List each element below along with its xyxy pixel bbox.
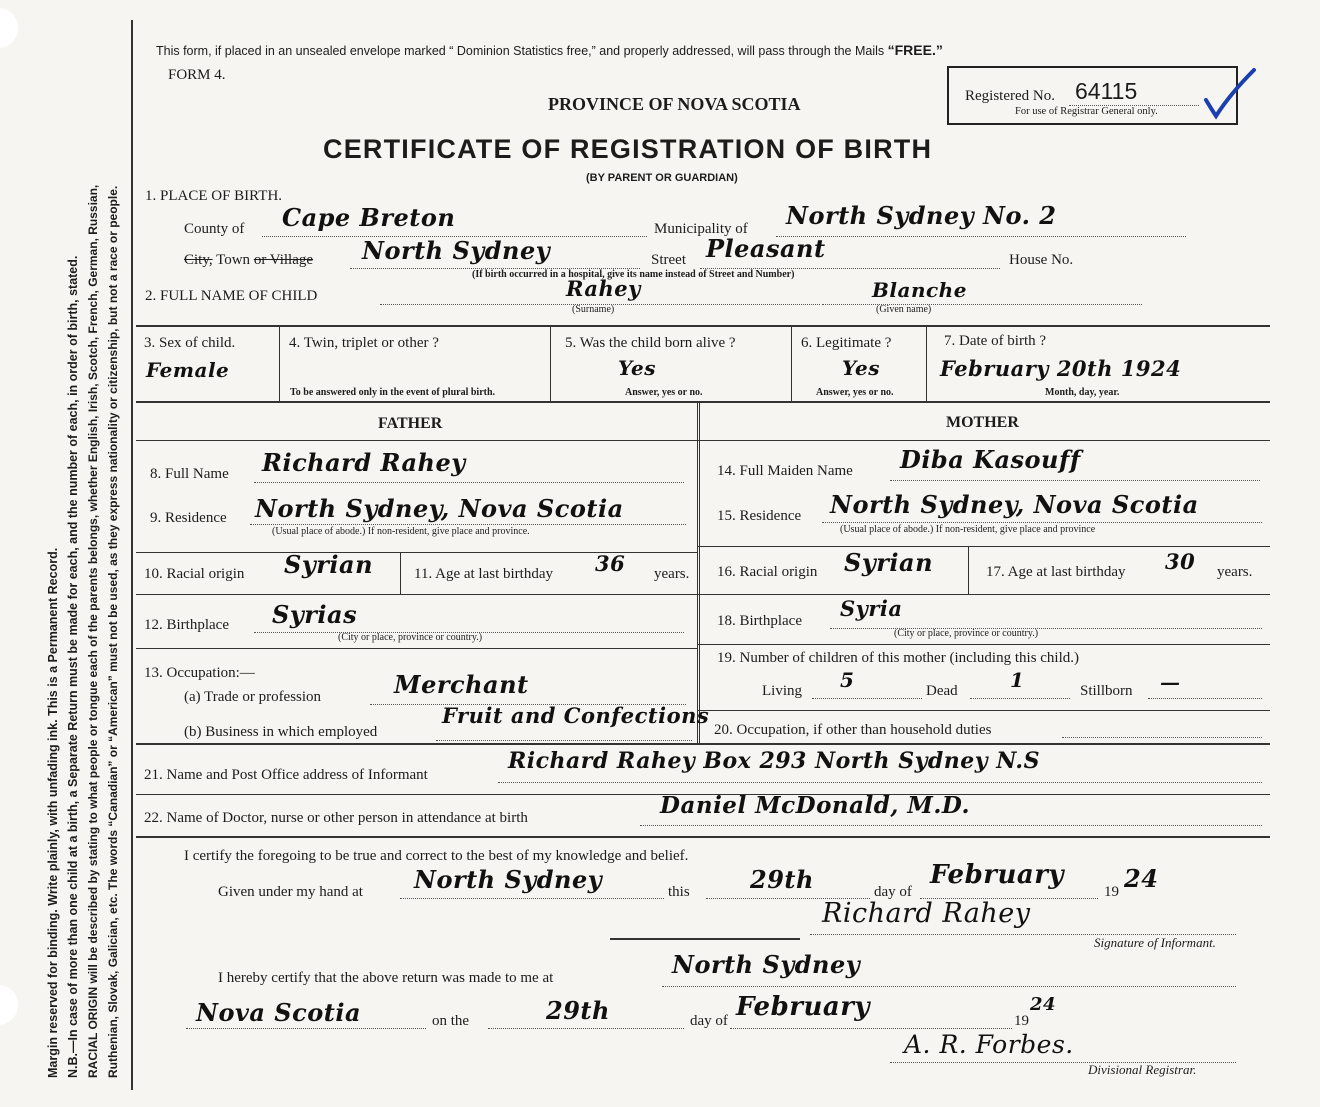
dead-label: Dead (926, 683, 958, 699)
registrar-month: February (736, 992, 871, 1022)
certify-statement: I certify the foregoing to be true and correct to the best of my knowledge and belief. (184, 848, 689, 864)
father-heading: FATHER (378, 415, 443, 432)
given-note: (Given name) (876, 304, 932, 315)
alive-label: 5. Was the child born alive ? (565, 335, 736, 351)
county-value: Cape Breton (282, 203, 456, 232)
mother-heading: MOTHER (946, 414, 1019, 431)
checkmark-icon (1202, 66, 1258, 124)
registrar-place2-line (186, 1028, 426, 1029)
municipality-label: Municipality of (654, 221, 748, 237)
mother-birthplace: Syria (840, 596, 903, 621)
father-bp-note: (City or place, province or country.) (338, 632, 483, 643)
child-given-name: Blanche (872, 278, 967, 302)
mother-name: Diba Kasouff (900, 445, 1081, 474)
twin-label: 4. Twin, triplet or other ? (289, 335, 439, 351)
parents-heading-rule (136, 440, 1270, 441)
doctor-line (640, 825, 1262, 826)
mother-bp-note: (City or place, province or country.) (894, 628, 1039, 639)
children-label: 19. Number of children of this mother (including this child.) (717, 650, 1080, 666)
given-label: Given under my hand at (218, 884, 363, 900)
municipality-line (776, 236, 1186, 237)
dob-note: Month, day, year. (1045, 387, 1120, 398)
cert-year: 24 (1124, 864, 1159, 893)
child-surname: Rahey (566, 276, 641, 301)
mother-bp-label: 18. Birthplace (717, 613, 802, 629)
mother-race-rule-bottom (697, 594, 1270, 595)
hospital-note: (If birth occurred in a hospital, give its name instead of Street and Number) (472, 269, 795, 280)
registrar-month-line (730, 1028, 1012, 1029)
father-res-note: (Usual place of abode.) If non-resident, give place and province. (272, 526, 530, 537)
father-age: 36 (595, 551, 626, 576)
row-rule-top (136, 325, 1270, 327)
mother-occ-line (1062, 737, 1262, 738)
stillborn-line (1148, 698, 1262, 699)
occupation-label: 13. Occupation:— (144, 665, 255, 681)
mother-occ-label: 20. Occupation, if other than household duties (714, 722, 992, 738)
municipality-value: North Sydney No. 2 (786, 201, 1057, 230)
mother-res-label: 15. Residence (717, 508, 802, 524)
margin-racial-note-1: RACIAL ORIGIN will be described by stating to what people or tongue each of the parents belongs, whether English, Irish, Scotch, French, German, Russian, (86, 184, 100, 1078)
punch-hole-bottom (0, 985, 18, 1025)
father-years: years. (654, 566, 690, 582)
registrar-statement: I hereby certify that the above return was made to me at (218, 970, 554, 986)
alive-value: Yes (618, 356, 657, 380)
mail-notice (156, 42, 943, 58)
father-race: Syrian (284, 550, 374, 579)
col-rule-2 (550, 325, 551, 401)
dob-label: 7. Date of birth ? (944, 333, 1047, 349)
father-race-label: 10. Racial origin (144, 566, 245, 582)
cert-day: 29th (750, 865, 814, 894)
living-value: 5 (840, 668, 855, 692)
doctor-rule (136, 836, 1270, 838)
mother-age: 30 (1165, 549, 1196, 574)
county-label: County of (184, 221, 245, 237)
father-res-label: 9. Residence (150, 510, 227, 526)
mail-notice-text: This form, if placed in an unsealed envelope marked “ Dominion Statistics free,” and properly addressed, will pass through the Mails (156, 44, 885, 58)
twin-note: To be answered only in the event of plural birth. (290, 387, 496, 398)
this-label: this (668, 884, 690, 900)
mail-notice-free: “FREE.” (887, 42, 943, 58)
margin-binding-note: Margin reserved for binding. Write plainly, with unfading ink. This is a Permanent Record. (46, 547, 60, 1078)
father-name-line (254, 482, 684, 483)
informant-label: 21. Name and Post Office address of Informant (144, 767, 428, 783)
registrar-day-line (488, 1028, 684, 1029)
house-label: House No. (1009, 252, 1074, 268)
father-race-rule-bottom (136, 594, 697, 595)
legit-value: Yes (842, 356, 881, 380)
cert-day-of-label: day of (874, 884, 912, 900)
form-number: FORM 4. (168, 67, 226, 83)
cert-month: February (930, 860, 1065, 890)
informant-signature: Richard Rahey (822, 898, 1031, 929)
registrar-year-prefix: 19 (1014, 1013, 1029, 1029)
living-label: Living (762, 683, 802, 699)
parents-bottom-rule (136, 743, 1270, 745)
mother-years: years. (1217, 564, 1253, 580)
given-place-line (400, 898, 664, 899)
informant-line (498, 782, 1262, 783)
place-of-birth-heading: 1. PLACE OF BIRTH. (145, 188, 283, 204)
dead-line (970, 698, 1070, 699)
business-value: Fruit and Confections (442, 703, 710, 728)
doctor-label: 22. Name of Doctor, nurse or other person in attendance at birth (144, 810, 528, 826)
mother-race: Syrian (844, 548, 934, 577)
mother-name-label: 14. Full Maiden Name (717, 463, 853, 479)
margin-nb-note: N.B.—In case of more than one child at a birth, a Separate Return must be made for each, and the number of each, in order of birth, stated. (66, 255, 80, 1078)
registrar-on-label: on the (432, 1013, 470, 1029)
living-line (812, 698, 922, 699)
registrar-place2: Nova Scotia (196, 998, 362, 1027)
mother-age-label: 17. Age at last birthday (986, 564, 1126, 580)
mother-race-label: 16. Racial origin (717, 564, 818, 580)
father-res-line (250, 524, 686, 525)
mother-name-line (890, 480, 1260, 481)
province-heading: PROVINCE OF NOVA SCOTIA (548, 94, 801, 114)
informant-value: Richard Rahey Box 293 North Sydney N.S (508, 748, 1040, 774)
business-line (436, 740, 692, 741)
registrar-place-line (662, 986, 1236, 987)
father-birthplace: Syrias (272, 600, 358, 629)
trade-label: (a) Trade or profession (184, 689, 322, 705)
col-rule-3 (791, 325, 792, 401)
street-label: Street (651, 252, 686, 268)
father-age-label: 11. Age at last birthday (414, 566, 553, 582)
registered-number-box (947, 66, 1238, 125)
father-bp-label: 12. Birthplace (144, 617, 229, 633)
father-name-label: 8. Full Name (150, 466, 229, 482)
registrar-signature: A. R. Forbes. (904, 1030, 1074, 1059)
punch-hole-top (0, 8, 18, 48)
mother-race-rule-top (697, 546, 1270, 547)
col-rule-1 (279, 325, 280, 401)
town-label: Town (216, 252, 251, 268)
stillborn-value: — (1160, 670, 1181, 694)
father-name: Richard Rahey (262, 448, 466, 477)
village-label: or Village (253, 252, 314, 268)
sex-label: 3. Sex of child. (144, 335, 236, 351)
margin-rule (131, 20, 133, 1090)
legit-label: 6. Legitimate ? (801, 335, 892, 351)
mother-race-divider (968, 546, 969, 594)
mother-children-rule (697, 710, 1270, 711)
registrar-year: 24 (1030, 994, 1057, 1015)
margin-racial-note-2: Ruthenian, Slovak, Galician, etc. The words “Canadian” or “American” must not be used, as they express nationality or citizenship, but not a race or people. (106, 185, 120, 1078)
sex-value: Female (146, 358, 230, 382)
stillborn-label: Stillborn (1080, 683, 1133, 699)
certificate-title: CERTIFICATE OF REGISTRATION OF BIRTH (323, 134, 933, 164)
surname-note: (Surname) (572, 304, 615, 315)
child-name-label: 2. FULL NAME OF CHILD (145, 288, 318, 304)
registrar-day-of-label: day of (690, 1013, 728, 1029)
informant-signature-label: Signature of Informant. (1094, 935, 1216, 950)
alive-note: Answer, yes or no. (625, 387, 703, 398)
registered-label: Registered No. (965, 88, 1055, 104)
given-line (822, 304, 1142, 305)
father-bp-rule (136, 648, 697, 649)
certificate-subtitle: (BY PARENT OR GUARDIAN) (586, 172, 738, 184)
col-rule-4 (926, 325, 927, 401)
row-rule-bottom (136, 401, 1270, 403)
given-place: North Sydney (414, 865, 603, 894)
doctor-value: Daniel McDonald, M.D. (660, 792, 970, 819)
father-residence: North Sydney, Nova Scotia (255, 494, 624, 523)
business-label: (b) Business in which employed (184, 724, 378, 740)
mother-res-line (822, 522, 1262, 523)
town-value: North Sydney (362, 236, 551, 265)
father-race-divider (400, 552, 401, 594)
certification-divider (610, 938, 800, 940)
registrar-day: 29th (546, 996, 610, 1025)
city-label: City, (184, 252, 213, 268)
legit-note: Answer, yes or no. (816, 387, 894, 398)
mother-res-note: (Usual place of abode.) If non-resident, give place and province (840, 524, 1096, 535)
parents-divider (697, 401, 700, 743)
registrar-place: North Sydney (672, 950, 861, 979)
town-labels (184, 252, 313, 269)
dead-value: 1 (1010, 668, 1025, 692)
mother-residence: North Sydney, Nova Scotia (830, 490, 1199, 519)
street-value: Pleasant (706, 234, 826, 263)
cert-year-prefix: 19 (1104, 884, 1119, 900)
registered-note: For use of Registrar General only. (1015, 106, 1158, 117)
trade-value: Merchant (394, 670, 529, 699)
mother-bp-rule (697, 644, 1270, 645)
registered-number: 64115 (1075, 78, 1138, 104)
dob-value: February 20th 1924 (940, 356, 1182, 381)
registrar-signature-label: Divisional Registrar. (1088, 1062, 1197, 1077)
